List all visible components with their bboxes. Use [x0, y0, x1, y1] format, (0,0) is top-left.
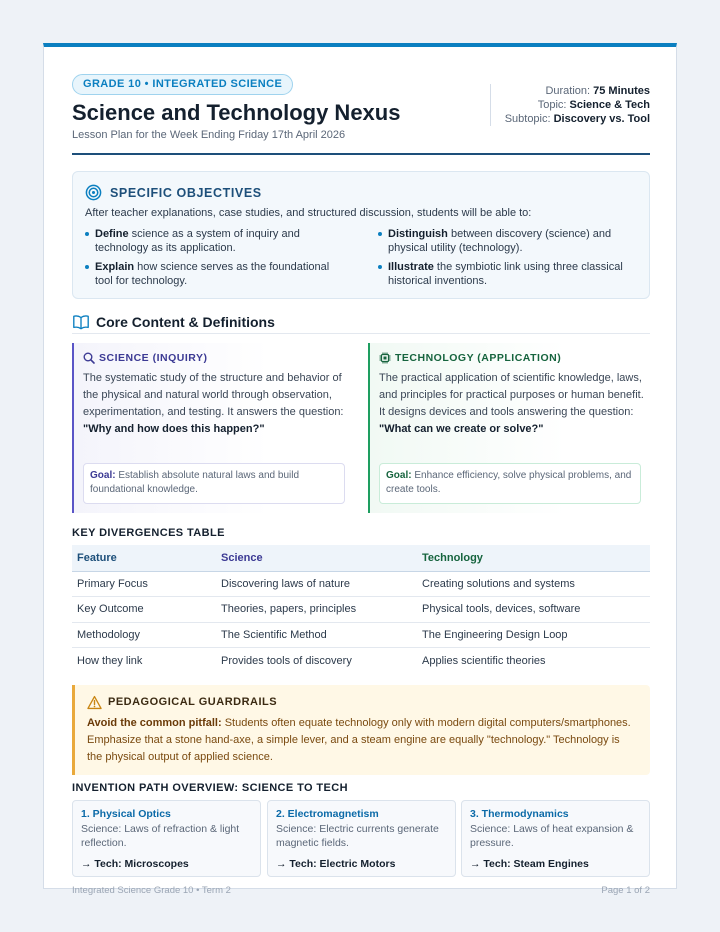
meta-duration: Duration: 75 Minutes: [545, 85, 650, 97]
footer-page-number: Page 1 of 2: [601, 885, 650, 896]
science-heading: SCIENCE (INQUIRY): [83, 351, 353, 365]
table-row: [72, 597, 650, 623]
table-cell: Key Outcome: [72, 597, 216, 623]
table-cell: Methodology: [72, 622, 216, 648]
technology-goal: Goal: Enhance efficiency, solve physical problems, and create tools.: [379, 463, 641, 504]
table-cell: Theories, papers, principles: [216, 597, 417, 623]
guardrails-heading: PEDAGOGICAL GUARDRAILS: [87, 694, 638, 710]
lesson-plan-page: [43, 43, 677, 896]
lesson-meta: [490, 84, 650, 126]
table-cell: Applies scientific theories: [422, 654, 546, 667]
page-header: [72, 73, 650, 155]
meta-topic: Topic: Science & Tech: [537, 99, 650, 111]
table-cell: Discovering laws of nature: [216, 571, 417, 597]
column-header-technology: Technology: [417, 545, 650, 571]
column-header-feature: Feature: [72, 545, 216, 571]
card-science: Science: Electric currents generate magnetic fields.: [276, 823, 439, 849]
invention-card-electromagnetism: [267, 800, 456, 877]
divergences-table-title: KEY DIVERGENCES TABLE: [72, 527, 225, 539]
card-title: 2. Electromagnetism: [276, 808, 379, 820]
pedagogical-guardrails: [72, 685, 650, 775]
technology-heading: TECHNOLOGY (APPLICATION): [379, 351, 649, 365]
card-tech: → Tech: Steam Engines: [470, 858, 589, 870]
column-header-science: Science: [216, 545, 417, 571]
page-subtitle: Lesson Plan for the Week Ending Friday 17th April 2026: [72, 129, 346, 141]
table-cell: How they link: [77, 654, 143, 667]
card-tech: → Tech: Electric Motors: [276, 858, 396, 870]
objective-item: Distinguish between discovery (science) and physical utility (technology).: [378, 227, 633, 255]
table-row: [72, 622, 650, 648]
guardrails-text: Avoid the common pitfall: Students often equate technology only with modern digital computers/smartphones. Emphasize that a stone hand-axe, a simple lever, and a steam engine are equally "technology." Technology is the physical output of applied science.: [87, 717, 631, 763]
card-tech: → Tech: Microscopes: [81, 858, 189, 870]
objectives-panel: [72, 171, 650, 299]
warning-icon: [87, 695, 102, 710]
table-cell: Provides tools of discovery: [221, 654, 352, 667]
grade-badge: GRADE 10 • INTEGRATED SCIENCE: [72, 74, 293, 95]
technology-text: The practical application of scientific knowledge, laws, and principles for practical purposes or human benefit. It designs devices and tools answering the question: "What can we create or solve?": [379, 372, 644, 435]
science-definition: [72, 343, 353, 513]
magnifier-icon: [83, 352, 95, 364]
table-cell: Physical tools, devices, software: [417, 597, 650, 623]
table-row: [72, 648, 650, 674]
card-title: 1. Physical Optics: [81, 808, 171, 820]
table-row: [72, 571, 650, 597]
card-title: 3. Thermodynamics: [470, 808, 569, 820]
science-goal: Goal: Establish absolute natural laws and build foundational knowledge.: [83, 463, 345, 504]
technology-definition: [368, 343, 649, 513]
table-cell: Primary Focus: [72, 571, 216, 597]
open-book-icon: [72, 313, 90, 331]
table-cell: The Scientific Method: [216, 622, 417, 648]
divergences-table: [72, 545, 650, 673]
table-cell: Creating solutions and systems: [417, 571, 650, 597]
invention-card-optics: [72, 800, 261, 877]
meta-subtopic: Subtopic: Discovery vs. Tool: [504, 113, 650, 125]
objectives-intro: After teacher explanations, case studies, and structured discussion, students will be able to:: [85, 207, 532, 219]
page-title: Science and Technology Nexus: [72, 100, 401, 125]
invention-path-title: INVENTION PATH OVERVIEW: SCIENCE TO TECH: [72, 782, 348, 794]
table-header-row: [72, 545, 650, 571]
footer-course: Integrated Science Grade 10 • Term 2: [72, 885, 231, 896]
invention-card-thermodynamics: [461, 800, 650, 877]
objective-item: Illustrate the symbiotic link using three classical historical inventions.: [378, 260, 633, 288]
card-science: Science: Laws of heat expansion & pressure.: [470, 823, 634, 849]
objectives-heading: SPECIFIC OBJECTIVES: [85, 184, 262, 201]
core-content-title: Core Content & Definitions: [72, 310, 650, 334]
card-science: Science: Laws of refraction & light reflection.: [81, 823, 240, 849]
science-text: The systematic study of the structure and behavior of the physical and natural world through observation, experimentation, and testing. It answers the question: "Why and how does this happen?": [83, 372, 344, 435]
objective-item: Explain how science serves as the foundational tool for technology.: [85, 260, 340, 288]
page-footer: [72, 885, 650, 896]
target-icon: [85, 184, 102, 201]
chip-icon: [379, 352, 391, 364]
objective-item: Define science as a system of inquiry and technology as its application.: [85, 227, 340, 255]
table-cell: The Engineering Design Loop: [417, 622, 650, 648]
